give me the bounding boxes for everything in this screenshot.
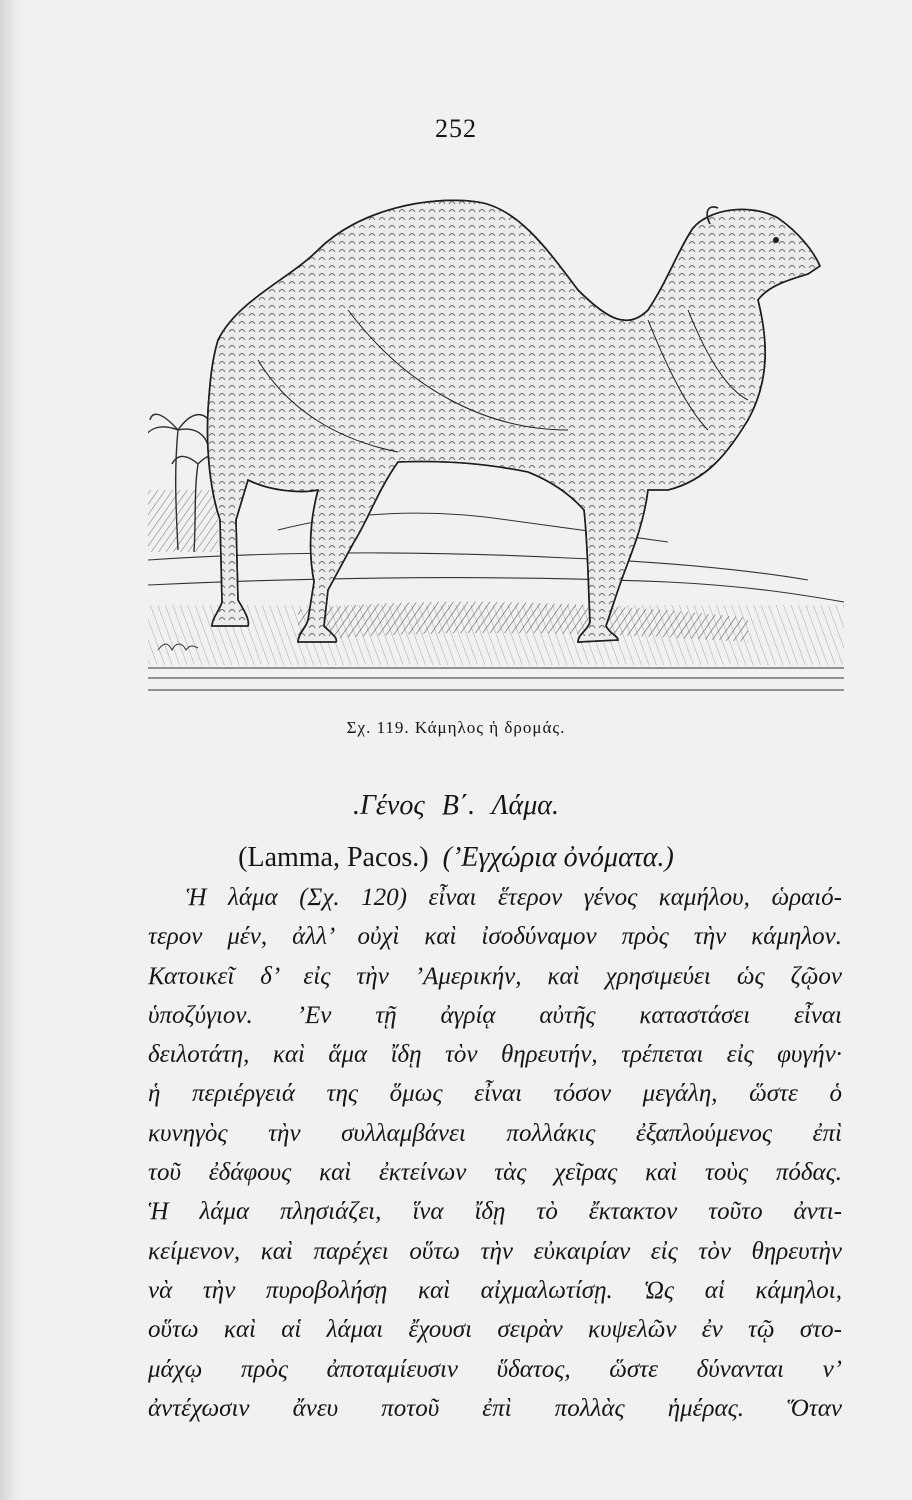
camel <box>208 200 821 642</box>
genus-heading: .Γένος Β΄. Λάμα. <box>352 790 560 821</box>
genus-subheading <box>0 842 912 874</box>
text-line: μάχῳ πρὸς ἀποταμίευσιν ὕδατος, ὥστε δύνανται ν’ <box>148 1355 842 1383</box>
page-number: 252 <box>435 114 477 143</box>
greek-names: (’Εγχώρια ὀνόματα.) <box>442 842 674 873</box>
text-line: οὕτω καὶ αἱ λάμαι ἔχουσι σειρὰν κυψελῶν ἐν τῷ στο- <box>148 1316 842 1344</box>
figure-caption: Σχ. 119. Κάμηλος ἡ δρομάς. <box>346 718 566 737</box>
text-line: ἀντέχωσιν ἄνευ ποτοῦ ἐπὶ πολλὰς ἡμέρας. Ὅταν <box>148 1394 842 1422</box>
text-line: Κατοικεῖ δ’ εἰς τὴν ’Αμερικήν, καὶ χρησιμεύει ὡς ζῷον <box>148 962 842 990</box>
page-binding-edge <box>0 0 24 1500</box>
latin-names: (Lamma, Pacos.) <box>238 842 429 873</box>
text-line: δειλοτάτη, καὶ ἅμα ἴδῃ τὸν θηρευτήν, τρέπεται εἰς φυγήν· <box>148 1041 842 1069</box>
camel-illustration <box>148 190 844 695</box>
text-line: Ἡ λάμα πλησιάζει, ἵνα ἴδῃ τὸ ἔκτακτον τοῦτο ἀντι- <box>148 1198 842 1226</box>
text-line: τοῦ ἐδάφους καὶ ἐκτείνων τὰς χεῖρας καὶ τοὺς πόδας. <box>148 1159 842 1187</box>
text-line: ἡ περιέργειά της ὅμως εἶναι τόσον μεγάλη, ὥστε ὁ <box>148 1080 842 1108</box>
text-line: κυνηγὸς τὴν συλλαμβάνει πολλάκις ἐξαπλούμενος ἐπὶ <box>148 1119 842 1147</box>
text-line: κείμενον, καὶ παρέχει οὕτω τὴν εὐκαιρίαν εἰς τὸν θηρευτὴν <box>148 1237 842 1265</box>
body-paragraph <box>148 878 842 1428</box>
text-line: ὑποζύγιον. ’Εν τῇ ἀγρίᾳ αὐτῆς καταστάσει εἶναι <box>148 1001 842 1029</box>
text-line: Ἡ λάμα (Σχ. 120) εἶναι ἕτερον γένος καμήλου, ὡραιό- <box>186 884 842 911</box>
text-line: νὰ τὴν πυροβολήσῃ καὶ αἰχμαλωτίσῃ. Ὡς αἱ κάμηλοι, <box>148 1276 842 1304</box>
text-line: τερον μέν, ἀλλ’ οὐχὶ καὶ ἰσοδύναμον πρὸς τὴν κάμηλον. <box>148 923 842 951</box>
